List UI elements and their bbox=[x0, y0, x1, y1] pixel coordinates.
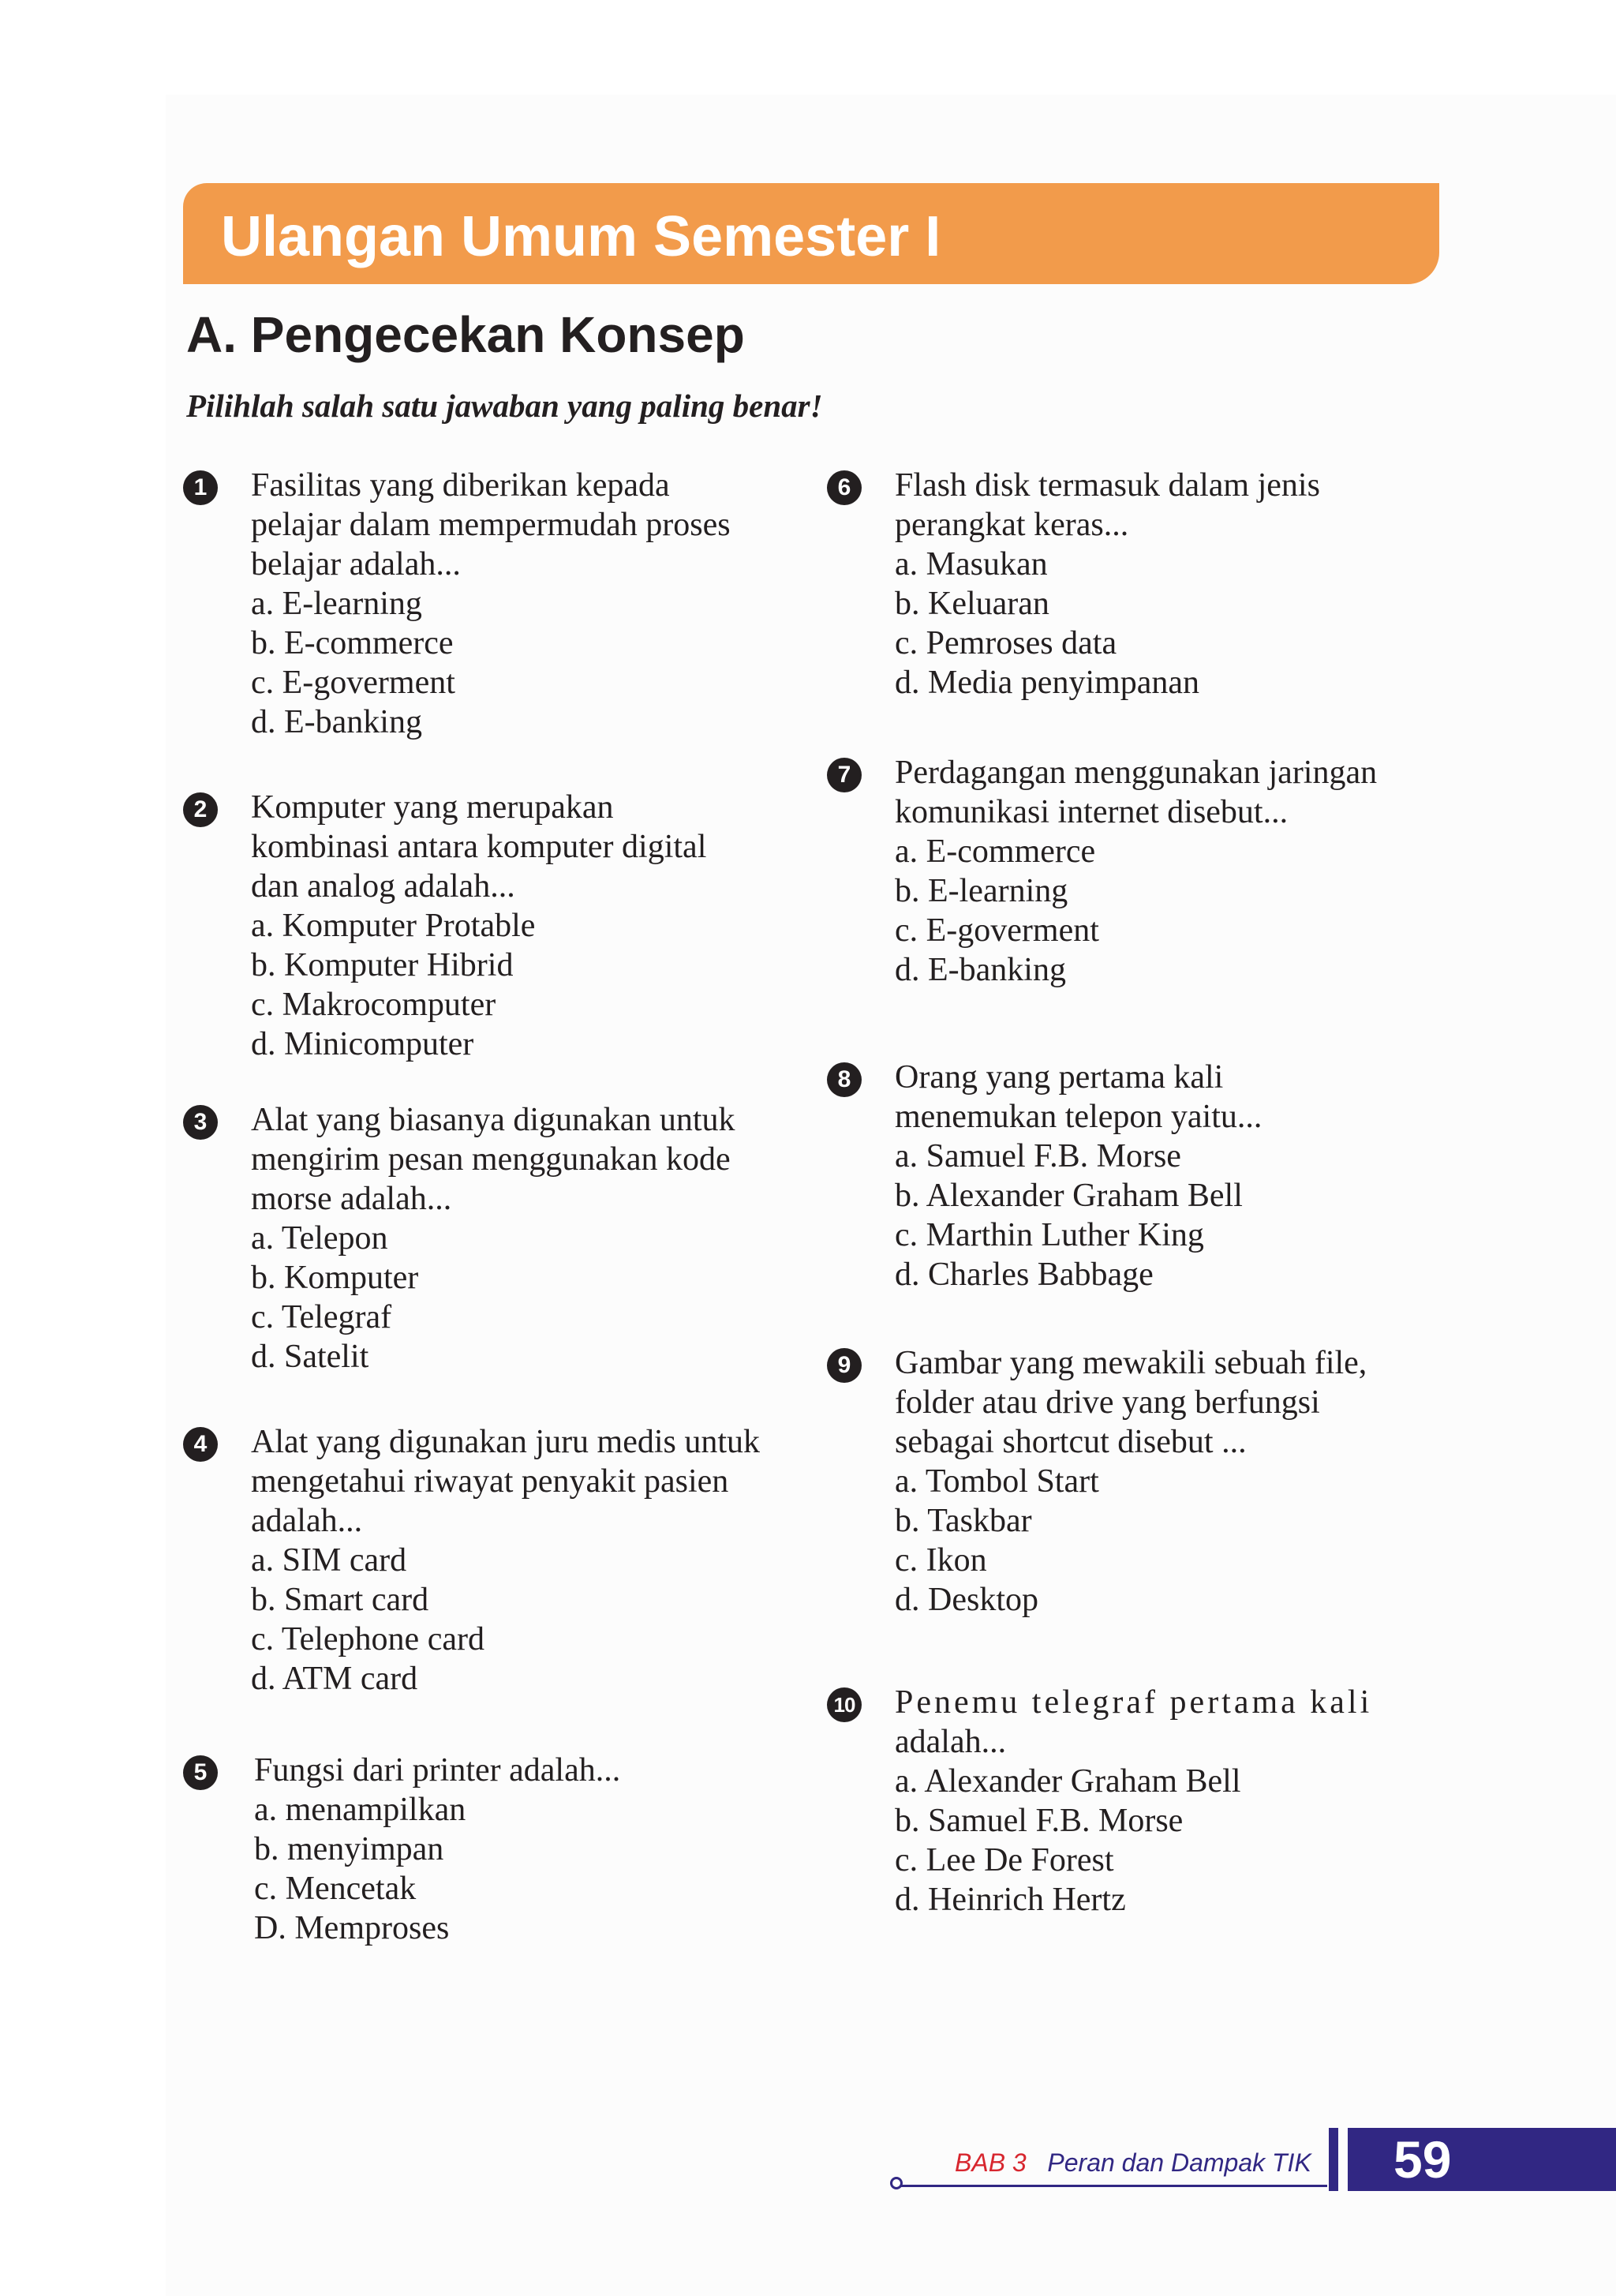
option-a: a. Tombol Start bbox=[895, 1463, 1099, 1500]
footer-separator bbox=[1329, 2128, 1338, 2191]
question-line: Perdagangan menggunakan jaringan bbox=[895, 755, 1378, 791]
question-number-badge: 10 bbox=[827, 1687, 862, 1722]
question-line: mengirim pesan menggunakan kode bbox=[251, 1141, 731, 1178]
question-line: pelajar dalam mempermudah proses bbox=[251, 507, 731, 543]
footer-caption bbox=[955, 2145, 1311, 2180]
question-number-badge: 4 bbox=[183, 1427, 218, 1462]
option-a: a. E-commerce bbox=[895, 833, 1096, 870]
option-d: d. E-banking bbox=[251, 704, 422, 740]
option-c: c. E-goverment bbox=[251, 665, 455, 701]
option-b: b. Smart card bbox=[251, 1582, 429, 1618]
question-number-badge: 8 bbox=[827, 1062, 862, 1097]
option-a: a. E-learning bbox=[251, 586, 422, 622]
option-d: d. Satelit bbox=[251, 1339, 369, 1375]
question-body bbox=[895, 753, 1439, 990]
question-text bbox=[251, 1422, 791, 1541]
option-c: c. Telegraf bbox=[251, 1299, 392, 1335]
question-body bbox=[251, 466, 791, 742]
question-line: Fungsi dari printer adalah... bbox=[254, 1752, 621, 1788]
question-number-badge: 5 bbox=[183, 1755, 218, 1790]
footer-spacer bbox=[1034, 2148, 1041, 2177]
question-line: kombinasi antara komputer digital bbox=[251, 829, 707, 865]
option-c: c. Telephone card bbox=[251, 1621, 484, 1657]
question-text bbox=[251, 1100, 791, 1219]
question-body bbox=[895, 1058, 1439, 1294]
section-heading: A. Pengecekan Konsep bbox=[186, 306, 745, 363]
option-a: a. Alexander Graham Bell bbox=[895, 1763, 1241, 1800]
question-body bbox=[251, 1100, 791, 1376]
option-b: b. Taskbar bbox=[895, 1503, 1032, 1539]
question-text bbox=[895, 1683, 1439, 1762]
option-d: d. Heinrich Hertz bbox=[895, 1882, 1126, 1918]
question-body bbox=[895, 466, 1439, 702]
question-line: Alat yang digunakan juru medis untuk bbox=[251, 1424, 761, 1460]
title-banner bbox=[183, 183, 1439, 284]
question-line: menemukan telepon yaitu... bbox=[895, 1099, 1262, 1135]
option-a: a. SIM card bbox=[251, 1542, 407, 1579]
option-c: c. Pemroses data bbox=[895, 625, 1117, 661]
option-b: b. E-commerce bbox=[251, 625, 454, 661]
question-line: perangkat keras... bbox=[895, 507, 1129, 543]
option-d: d. ATM card bbox=[251, 1661, 418, 1697]
question-line: Komputer yang merupakan bbox=[251, 789, 614, 826]
question-number-badge: 2 bbox=[183, 792, 218, 827]
footer-dot-ornament bbox=[890, 2177, 903, 2189]
option-c: c. Lee De Forest bbox=[895, 1842, 1114, 1878]
option-b: b. Alexander Graham Bell bbox=[895, 1178, 1243, 1214]
option-c: c. E-goverment bbox=[895, 912, 1099, 949]
question-body bbox=[895, 1343, 1439, 1620]
option-a: a. menampilkan bbox=[254, 1792, 466, 1828]
question-line: dan analog adalah... bbox=[251, 868, 515, 905]
option-d: D. Memproses bbox=[254, 1910, 450, 1946]
page-number-box bbox=[1348, 2128, 1616, 2191]
option-c: c. Makrocomputer bbox=[251, 987, 496, 1023]
option-b: b. E-learning bbox=[895, 873, 1068, 909]
question-line: Alat yang biasanya digunakan untuk bbox=[251, 1102, 735, 1138]
option-b: b. Komputer bbox=[251, 1260, 419, 1296]
option-c: c. Ikon bbox=[895, 1542, 987, 1579]
question-text bbox=[254, 1751, 794, 1790]
question-text bbox=[895, 466, 1439, 545]
question-line: komunikasi internet disebut... bbox=[895, 794, 1289, 830]
option-b: b. Komputer Hibrid bbox=[251, 947, 514, 983]
question-body bbox=[895, 1683, 1439, 1920]
question-line: sebagai shortcut disebut ... bbox=[895, 1424, 1247, 1460]
option-b: b. menyimpan bbox=[254, 1831, 444, 1867]
footer-rule bbox=[893, 2185, 1327, 2187]
question-text bbox=[251, 466, 791, 584]
instruction-text: Pilihlah salah satu jawaban yang paling benar! bbox=[186, 388, 823, 424]
question-number-badge: 6 bbox=[827, 470, 862, 505]
question-line: adalah... bbox=[251, 1503, 363, 1539]
question-line: folder atau drive yang berfungsi bbox=[895, 1384, 1320, 1421]
question-line: Penemu telegraf pertama kali bbox=[895, 1684, 1373, 1721]
question-body bbox=[251, 1422, 791, 1699]
question-text bbox=[895, 1343, 1439, 1462]
option-b: b. Samuel F.B. Morse bbox=[895, 1803, 1184, 1839]
footer-chapter: BAB 3 bbox=[955, 2148, 1027, 2177]
question-body bbox=[254, 1751, 794, 1948]
option-a: a. Masukan bbox=[895, 546, 1048, 582]
question-number-badge: 7 bbox=[827, 758, 862, 792]
question-line: mengetahui riwayat penyakit pasien bbox=[251, 1463, 729, 1500]
question-number-badge: 9 bbox=[827, 1348, 862, 1383]
question-body bbox=[251, 788, 791, 1064]
footer-subject: Peran dan Dampak TIK bbox=[1047, 2148, 1311, 2177]
question-line: Orang yang pertama kali bbox=[895, 1059, 1224, 1096]
question-number-badge: 3 bbox=[183, 1105, 218, 1140]
question-number-badge: 1 bbox=[183, 470, 218, 505]
option-d: d. Minicomputer bbox=[251, 1026, 474, 1062]
question-line: Fasilitas yang diberikan kepada bbox=[251, 467, 670, 504]
option-d: d. Desktop bbox=[895, 1582, 1038, 1618]
option-d: d. E-banking bbox=[895, 952, 1066, 988]
option-c: c. Marthin Luther King bbox=[895, 1217, 1204, 1253]
question-text bbox=[895, 753, 1439, 832]
page-number: 59 bbox=[1393, 2130, 1452, 2189]
question-text bbox=[251, 788, 791, 906]
question-line: Flash disk termasuk dalam jenis bbox=[895, 467, 1320, 504]
page-title: Ulangan Umum Semester I bbox=[221, 205, 941, 268]
option-d: d. Media penyimpanan bbox=[895, 665, 1200, 701]
option-a: a. Komputer Protable bbox=[251, 908, 536, 944]
question-line: morse adalah... bbox=[251, 1181, 452, 1217]
option-a: a. Telepon bbox=[251, 1220, 388, 1257]
option-d: d. Charles Babbage bbox=[895, 1257, 1154, 1293]
question-line: belajar adalah... bbox=[251, 546, 461, 582]
option-c: c. Mencetak bbox=[254, 1871, 417, 1907]
option-b: b. Keluaran bbox=[895, 586, 1049, 622]
question-line: Gambar yang mewakili sebuah file, bbox=[895, 1345, 1367, 1381]
question-text bbox=[895, 1058, 1439, 1137]
option-a: a. Samuel F.B. Morse bbox=[895, 1138, 1181, 1174]
question-line: adalah... bbox=[895, 1724, 1007, 1760]
